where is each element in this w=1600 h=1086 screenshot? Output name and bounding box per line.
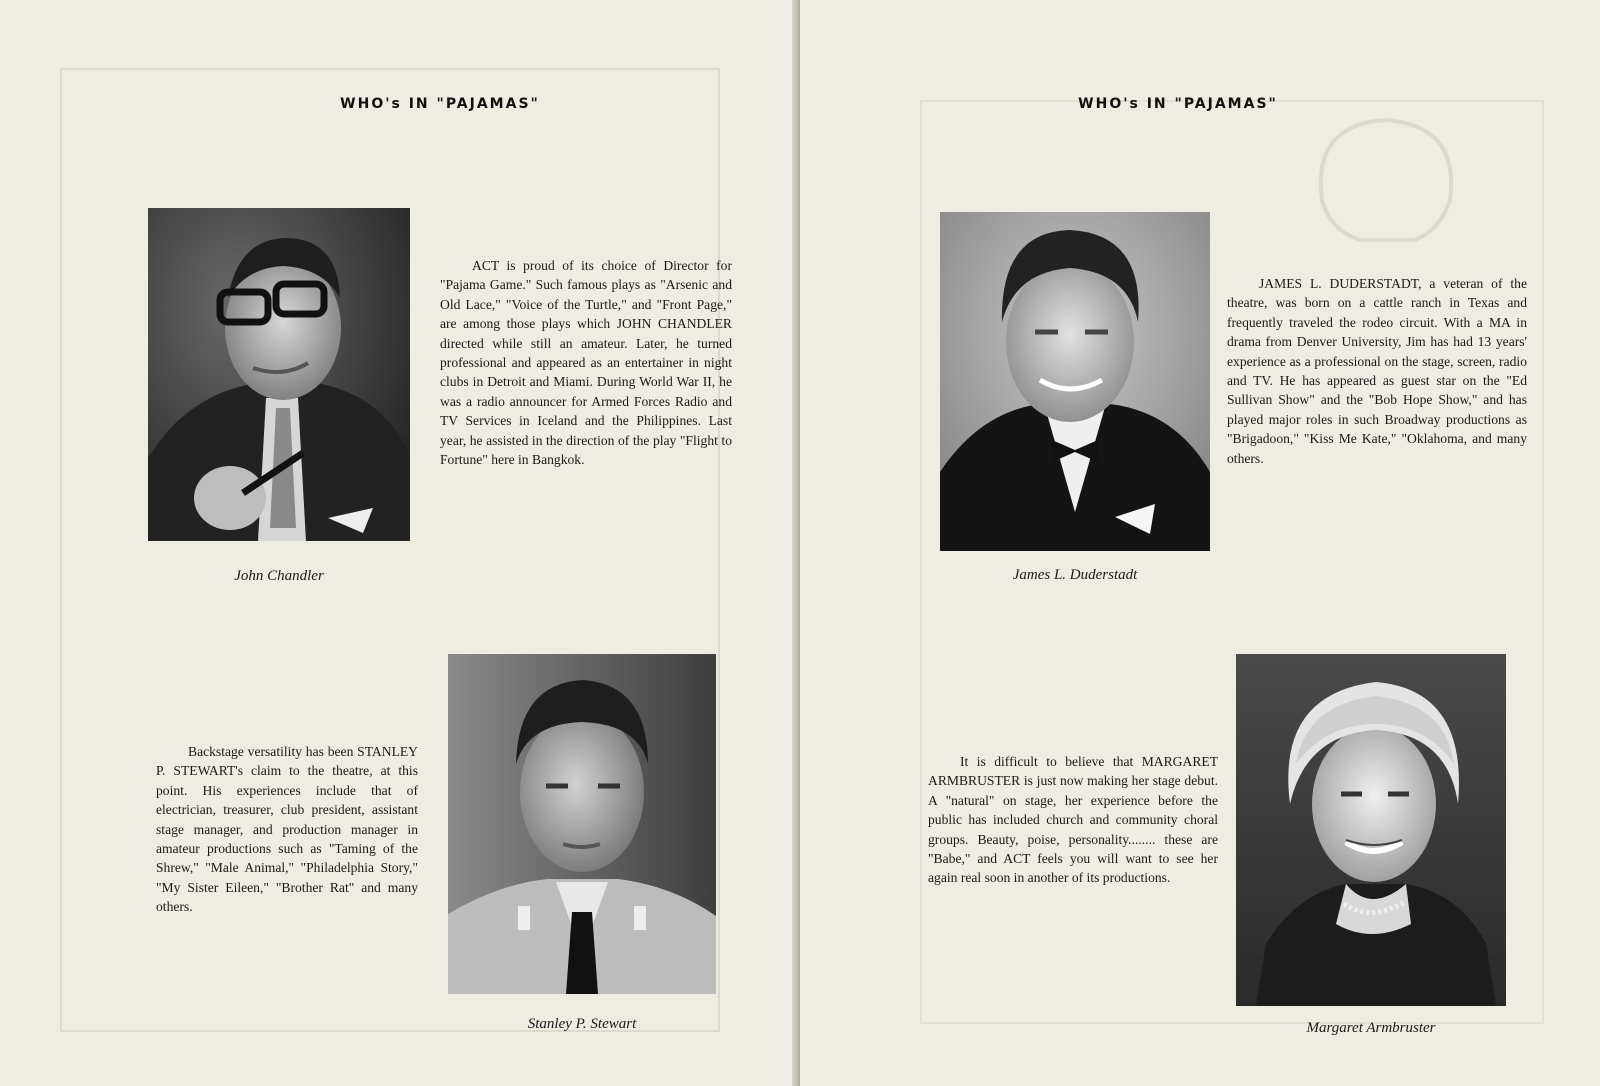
stanley-stewart-bio: Backstage versatility has been STANLEY P. STEWART's claim to the theatre, at this point. His experiences include that of electrician, treasurer, club president, assistant stage manager, and production manager in amateur productions such as "Taming of the Shrew," "Male Animal," "Philadelphia Story," "My Sister Eileen," "Brother Rat" and many others.: [156, 744, 418, 915]
james-duderstadt-photo: [940, 212, 1210, 551]
page-header: WHO's IN "PAJAMAS": [1078, 96, 1278, 112]
portrait-image: [940, 212, 1210, 551]
margaret-armbruster-caption: Margaret Armbruster: [1306, 1020, 1436, 1036]
left-page: [0, 0, 796, 1086]
right-page: [800, 0, 1600, 1086]
john-chandler-photo: [148, 208, 410, 541]
portrait-image: [148, 208, 410, 541]
john-chandler-caption: John Chandler: [234, 568, 324, 584]
james-duderstadt-caption: James L. Duderstadt: [1012, 567, 1138, 583]
stanley-stewart-photo: [448, 654, 716, 994]
page-header: WHO's IN "PAJAMAS": [340, 96, 540, 112]
stanley-stewart-caption: Stanley P. Stewart: [527, 1016, 637, 1032]
james-duderstadt-bio: JAMES L. DUDERSTADT, a veteran of the theatre, was born on a cattle ranch in Texas and frequently traveled the rodeo circuit. With a MA in drama from Denver University, Jim has had 13 years' experience as a professional on the stage, screen, radio and TV. He has appeared as guest star on the "Ed Sullivan Show" and the "Bob Hope Show," and has played major roles in such Broadway productions as "Brigadoon," "Kiss Me Kate," "Oklahoma, and many others.: [1227, 276, 1527, 466]
portrait-image: [448, 654, 716, 994]
show-through-bulb-icon: [1300, 110, 1470, 260]
margaret-armbruster-photo: [1236, 654, 1506, 1006]
portrait-image: [1236, 654, 1506, 1006]
john-chandler-bio: ACT is proud of its choice of Director for "Pajama Game." Such famous plays as "Arsenic and Old Lace," "Voice of the Turtle," and "Front Page," are among those plays which JOHN CHANDLER directed while still an amateur. Later, he turned professional and appeared as an entertainer in night clubs in Detroit and Miami. During World War II, he was a radio announcer for Armed Forces Radio and TV Services in Iceland and the Philippines. Last year, he assisted in the direction of the play "Flight to Fortune" here in Bangkok.: [440, 258, 732, 468]
margaret-armbruster-bio: It is difficult to believe that MARGARET ARMBRUSTER is just now making her stage debut. A "natural" on stage, her experience before the public has included church and community choral groups. Beauty, poise, personality........ these are "Babe," and ACT feels you will want to see her again real soon in another of its productions.: [928, 754, 1218, 886]
